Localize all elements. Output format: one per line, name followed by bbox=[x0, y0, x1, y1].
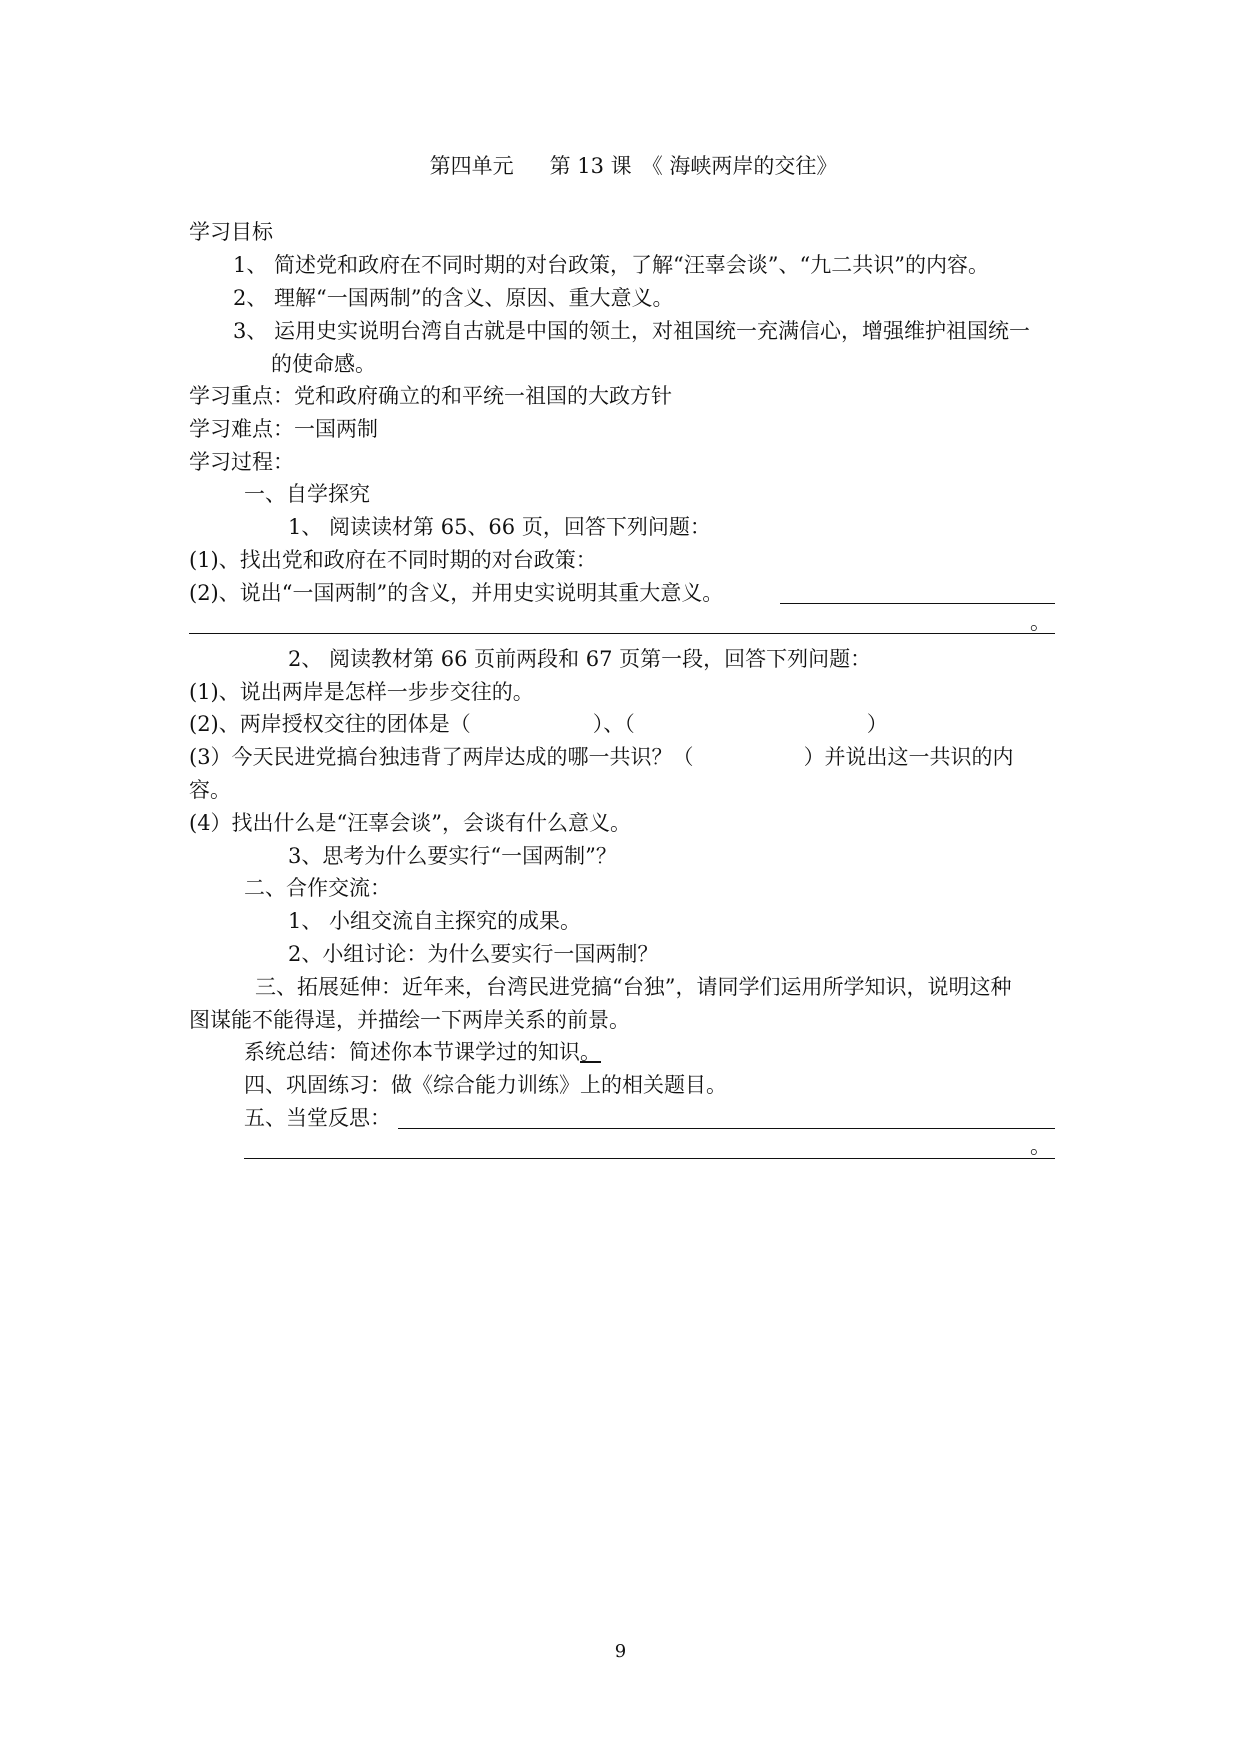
section1-q2-1: (1)、说出两岸是怎样一步步交往的。 bbox=[189, 680, 534, 704]
section1-q1-2: (2)、说出“一国两制”的含义，并用史实说明其重大意义。 bbox=[189, 581, 724, 605]
q2-3-part-a: (3）今天民进党搞台独违背了两岸达成的哪一共识？（ bbox=[189, 745, 694, 769]
q2-2-part-b: ）、（ bbox=[592, 712, 635, 736]
section1-q2-4: (4）找出什么是“汪辜会谈”，会谈有什么意义。 bbox=[189, 811, 632, 835]
end-mark: 。 bbox=[1030, 610, 1051, 634]
section1-q1-1: (1)、找出党和政府在不同时期的对台政策： bbox=[189, 548, 597, 572]
answer-line bbox=[780, 603, 1055, 604]
objective-item-1: 1、 简述党和政府在不同时期的对台政策，了解“汪辜会谈”、“九二共识”的内容。 bbox=[233, 253, 989, 277]
q2-2-part-c: ） bbox=[866, 712, 888, 736]
process-heading: 学习过程： bbox=[189, 450, 294, 474]
page-title bbox=[0, 154, 1241, 178]
q2-2-part-a: (2)、两岸授权交往的团体是（ bbox=[189, 712, 471, 736]
title-unit: 第四单元 bbox=[429, 154, 514, 178]
page-number: 9 bbox=[614, 1641, 627, 1662]
reflection-line bbox=[398, 1128, 1055, 1129]
objective-item-3: 3、 运用史实说明台湾自古就是中国的领土，对祖国统一充满信心，增强维护祖国统一 bbox=[233, 319, 1031, 343]
objectives-heading: 学习目标 bbox=[189, 220, 273, 244]
section2-heading: 二、合作交流： bbox=[244, 876, 391, 900]
section3-line-2: 图谋能不能得逞，并描绘一下两岸关系的前景。 bbox=[189, 1008, 630, 1032]
section2-item-2: 2、小组讨论：为什么要实行一国两制？ bbox=[288, 942, 659, 966]
section1-heading: 一、自学探究 bbox=[244, 482, 370, 506]
section3-line-1: 三、拓展延伸：近年来，台湾民进党搞“台独”，请同学们运用所学知识，说明这种 bbox=[255, 975, 1012, 999]
section1-q2-3 bbox=[189, 745, 1014, 769]
title-lesson: 第 13 课 bbox=[549, 154, 632, 178]
summary bbox=[244, 1040, 601, 1064]
q2-3-part-b: ）并说出这一共识的内 bbox=[803, 745, 1014, 769]
section1-q2: 2、 阅读教材第 66 页前两段和 67 页第一段，回答下列问题： bbox=[288, 647, 872, 671]
summary-mark: 。 bbox=[580, 1040, 601, 1064]
section2-item-1: 1、 小组交流自主探究的成果。 bbox=[288, 909, 582, 933]
summary-text: 系统总结：简述你本节课学过的知识 bbox=[244, 1040, 580, 1064]
key-point: 学习重点：党和政府确立的和平统一祖国的大政方针 bbox=[189, 384, 672, 408]
end-mark: 。 bbox=[1030, 1134, 1051, 1158]
title-name: 《 海峡两岸的交往》 bbox=[641, 154, 838, 178]
difficulty: 学习难点：一国两制 bbox=[189, 417, 378, 441]
section5-label: 五、当堂反思： bbox=[244, 1106, 391, 1130]
objective-item-3-cont: 的使命感。 bbox=[271, 352, 376, 376]
answer-line bbox=[189, 633, 1055, 634]
section1-q3: 3、思考为什么要实行“一国两制”？ bbox=[288, 844, 617, 868]
reflection-line bbox=[244, 1158, 1055, 1159]
section1-q2-2 bbox=[189, 712, 888, 736]
section1-q1: 1、 阅读读材第 65、66 页，回答下列问题： bbox=[288, 515, 711, 539]
section4: 四、巩固练习：做《综合能力训练》上的相关题目。 bbox=[244, 1073, 727, 1097]
section1-q2-3-cont: 容。 bbox=[189, 778, 231, 802]
objective-item-2: 2、 理解“一国两制”的含义、原因、重大意义。 bbox=[233, 286, 674, 310]
